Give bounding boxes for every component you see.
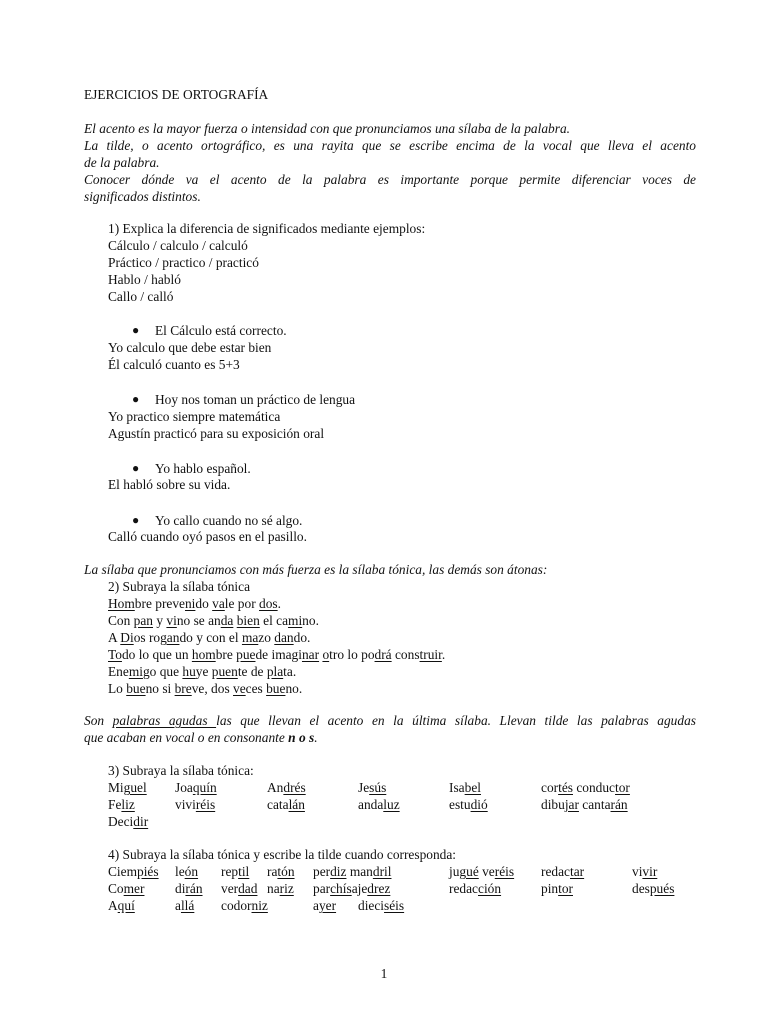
example-line: Yo practico siempre matemática xyxy=(108,409,281,424)
tonic-syllable: pue xyxy=(236,647,256,662)
word-cell xyxy=(313,881,390,897)
text-segment: de imagi xyxy=(255,647,302,662)
tonic-syllable: guel xyxy=(123,780,147,795)
tonic-syllable: pla xyxy=(266,664,284,679)
intro-line: La tilde, o acento ortográfico, es una rayita que se escribe encima de la vocal que lleva el acento xyxy=(84,138,696,153)
tonic-syllable: ón xyxy=(184,864,199,879)
text-segment: man xyxy=(346,864,373,879)
sentence-line xyxy=(108,681,302,697)
text-segment: el ca xyxy=(259,613,289,628)
text-segment: Mi xyxy=(108,780,124,795)
text-segment: An xyxy=(267,780,284,795)
tonic-syllable: bue xyxy=(126,681,146,696)
tonic-syllable: sús xyxy=(369,780,387,795)
tonic-syllable: tón xyxy=(277,864,295,879)
sentence-line xyxy=(108,596,281,612)
intro-line: significados distintos. xyxy=(84,189,201,204)
text-segment: rep xyxy=(221,864,239,879)
tonic-syllable: jar xyxy=(564,797,579,812)
text-segment: Deci xyxy=(108,814,134,829)
word-cell xyxy=(175,898,194,914)
tonic-syllable: bre xyxy=(174,681,192,696)
tonic-syllable: tés xyxy=(558,780,573,795)
tonic-syllable: drá xyxy=(374,647,392,662)
tonic-syllable: ve xyxy=(233,681,246,696)
tonic-syllable: dos xyxy=(259,596,278,611)
word-cell xyxy=(108,814,148,830)
text-segment: Con xyxy=(108,613,134,628)
text-segment: ve xyxy=(478,864,495,879)
tonic-syllable: rán xyxy=(610,797,628,812)
word-cell xyxy=(267,881,294,897)
word-cell xyxy=(221,864,249,880)
text-segment: go que xyxy=(142,664,183,679)
tonic-syllable: tor xyxy=(558,881,573,896)
word-cell xyxy=(175,864,198,880)
text-segment: ju xyxy=(449,864,460,879)
word-cell xyxy=(632,864,657,880)
tonic-syllable: gué xyxy=(459,864,479,879)
text-segment: pin xyxy=(541,881,559,896)
word-cell xyxy=(267,797,305,813)
word-cell xyxy=(108,898,135,914)
tonic-syllable: vi xyxy=(166,613,177,628)
text-segment: a xyxy=(313,898,319,913)
text-segment: Co xyxy=(108,881,124,896)
tonic-syllable: Hom xyxy=(108,596,135,611)
text-segment: y xyxy=(153,613,167,628)
text-segment: le por xyxy=(224,596,260,611)
tonic-syllable: ción xyxy=(478,881,502,896)
text-segment: le xyxy=(175,864,185,879)
tonic-syllable: tar xyxy=(570,864,585,879)
word-cell xyxy=(449,780,481,796)
exercise-1-heading: 1) Explica la diferencia de significados mediante ejemplos: xyxy=(108,221,426,236)
word-cell xyxy=(541,881,573,897)
tonic-syllable: nar xyxy=(301,647,320,662)
text-segment: Je xyxy=(358,780,370,795)
tonic-syllable: ni xyxy=(184,596,196,611)
tonic-syllable: dan xyxy=(274,630,294,645)
word-pair: Práctico / practico / practicó xyxy=(108,255,259,270)
sentence-line xyxy=(108,647,445,663)
word-cell xyxy=(108,864,159,880)
sentence-line xyxy=(108,630,310,646)
word-cell xyxy=(267,780,306,796)
text-segment: ta. xyxy=(283,664,297,679)
text-segment: cor xyxy=(541,780,559,795)
text-segment: di xyxy=(175,881,186,896)
example-line: Agustín practicó para su exposición oral xyxy=(108,426,325,441)
example-bullet: Yo hablo español. xyxy=(155,461,251,476)
example-bullet: Yo callo cuando no sé algo. xyxy=(155,513,303,528)
tonic-syllable: bel xyxy=(464,780,481,795)
text-segment: bre xyxy=(215,647,237,662)
sentence-line xyxy=(108,613,319,629)
exercise-4-heading: 4) Subraya la sílaba tónica y escribe la tilde cuando corresponda: xyxy=(108,847,457,862)
tonic-syllable: bue xyxy=(266,681,286,696)
example-line: Yo calculo que debe estar bien xyxy=(108,340,272,355)
tonic-syllable: quí xyxy=(117,898,135,913)
word-cell xyxy=(108,881,144,897)
text-segment: . xyxy=(441,647,446,662)
intro-line: El acento es la mayor fuerza o intensidad con que pronunciamos una sílaba de la palabra. xyxy=(84,121,570,136)
bullet-icon: ● xyxy=(132,513,140,527)
tonic-syllable: dril xyxy=(372,864,392,879)
text-segment: na xyxy=(267,881,280,896)
tonic-syllable: chís xyxy=(330,881,352,896)
tonic-syllable: réis xyxy=(195,797,216,812)
text-segment: no si xyxy=(145,681,175,696)
text-segment: no se an xyxy=(176,613,221,628)
text-segment: a xyxy=(175,898,181,913)
text-segment: ra xyxy=(267,864,278,879)
text-segment: no. xyxy=(285,681,303,696)
tonic-syllable: To xyxy=(108,647,122,662)
text-segment: Joa xyxy=(175,780,193,795)
example-bullet: El Cálculo está correcto. xyxy=(155,323,287,338)
text-segment: do. xyxy=(293,630,311,645)
tonic-syllable: quín xyxy=(192,780,217,795)
tonic-syllable: o xyxy=(322,647,330,662)
word-cell xyxy=(632,881,674,897)
word-cell xyxy=(221,898,268,914)
text-segment: estu xyxy=(449,797,471,812)
tonic-syllable: hom xyxy=(191,647,216,662)
tonic-syllable: réis xyxy=(494,864,515,879)
text-segment: bre preve xyxy=(134,596,185,611)
word-cell xyxy=(449,797,488,813)
word-cell xyxy=(108,797,135,813)
bullet-icon: ● xyxy=(132,392,140,406)
text-segment: dieci xyxy=(358,898,385,913)
tonic-syllable: séis xyxy=(384,898,405,913)
tonic-syllable: piés xyxy=(137,864,159,879)
word-cell xyxy=(313,864,391,880)
text-segment: codor xyxy=(221,898,252,913)
bullet-icon: ● xyxy=(132,323,140,337)
tonic-syllable: truir xyxy=(419,647,442,662)
text-segment: . xyxy=(277,596,281,611)
example-line: El habló sobre su vida. xyxy=(108,477,231,492)
tonic-syllable: diz xyxy=(330,864,347,879)
tonic-syllable: dir xyxy=(133,814,149,829)
text-segment: cata xyxy=(267,797,289,812)
agudas-term: palabras agudas xyxy=(112,713,217,728)
text-segment: des xyxy=(632,881,650,896)
word-cell xyxy=(358,780,386,796)
text-segment: ve, dos xyxy=(191,681,234,696)
agudas-rule: Son palabras agudas las que llevan el acento en la última sílaba. Llevan tilde las palabras agudas xyxy=(84,713,696,728)
word-pair: Hablo / habló xyxy=(108,272,181,287)
word-cell xyxy=(541,864,584,880)
word-pair: Callo / calló xyxy=(108,289,174,304)
word-cell xyxy=(175,881,203,897)
tonic-syllable: drez xyxy=(367,881,391,896)
word-cell xyxy=(449,881,501,897)
text-segment: do lo que un xyxy=(121,647,192,662)
word-cell xyxy=(313,898,336,914)
tonic-syllable: niz xyxy=(251,898,268,913)
page-number: 1 xyxy=(380,966,388,981)
tonic-syllable: riz xyxy=(279,881,294,896)
tonic-syllable: luz xyxy=(383,797,400,812)
example-bullet: Hoy nos toman un práctico de lengua xyxy=(155,392,356,407)
word-cell xyxy=(358,898,404,914)
intro-line: Conocer dónde va el acento de la palabra es importante porque permite diferenciar voces de xyxy=(84,172,696,187)
text-segment: vivi xyxy=(175,797,196,812)
text-segment: anda xyxy=(358,797,384,812)
text-segment: conduc xyxy=(572,780,616,795)
intro-line: de la palabra. xyxy=(84,155,160,170)
text-segment: cons xyxy=(391,647,420,662)
text-segment: Fe xyxy=(108,797,122,812)
word-cell xyxy=(221,881,257,897)
tonic-syllable: til xyxy=(238,864,250,879)
tonic-syllable: vir xyxy=(642,864,658,879)
exercise-2-heading: 2) Subraya la sílaba tónica xyxy=(108,579,251,594)
text-segment: redac xyxy=(541,864,570,879)
word-cell xyxy=(358,797,400,813)
word-pair: Cálculo / calculo / calculó xyxy=(108,238,248,253)
tonic-syllable: da xyxy=(220,613,234,628)
text-segment: do xyxy=(195,596,213,611)
word-cell xyxy=(541,780,630,796)
tonic-syllable: puen xyxy=(211,664,238,679)
tonic-syllable: yer xyxy=(318,898,337,913)
text-segment: A xyxy=(108,898,118,913)
text-segment: dibu xyxy=(541,797,565,812)
tonic-syllable: mi xyxy=(288,613,303,628)
text-segment: Ene xyxy=(108,664,129,679)
text-segment: aje xyxy=(351,881,368,896)
text-segment: Isa xyxy=(449,780,465,795)
tonic-syllable: dió xyxy=(470,797,488,812)
text-segment: ver xyxy=(221,881,239,896)
example-line: Calló cuando oyó pasos en el pasillo. xyxy=(108,529,307,544)
text-segment: par xyxy=(313,881,331,896)
example-line: Él calculó cuanto es 5+3 xyxy=(108,357,240,372)
tonic-syllable: tor xyxy=(615,780,630,795)
text-segment: Ciem xyxy=(108,864,138,879)
tonic-syllable: rán xyxy=(185,881,203,896)
tonic-syllable: mer xyxy=(123,881,145,896)
text-segment: per xyxy=(313,864,331,879)
word-cell xyxy=(175,780,217,796)
tonic-syllable: va xyxy=(212,596,225,611)
text-segment: A xyxy=(108,630,121,645)
text-segment: do y con el xyxy=(179,630,242,645)
tonic-syllable: ma xyxy=(241,630,259,645)
tonic-syllable: pan xyxy=(133,613,154,628)
page-title: EJERCICIOS DE ORTOGRAFÍA xyxy=(84,87,269,102)
agudas-rule: que acaban en vocal o en consonante n o s. xyxy=(84,730,318,745)
text-segment: no. xyxy=(302,613,319,628)
exercise-3-heading: 3) Subraya la sílaba tónica: xyxy=(108,763,254,778)
text-segment: tro lo po xyxy=(329,647,375,662)
text-segment: ces xyxy=(245,681,267,696)
text-segment: ye xyxy=(195,664,212,679)
text-segment: te de xyxy=(237,664,267,679)
word-cell xyxy=(108,780,147,796)
sentence-line xyxy=(108,664,296,680)
text-segment: os ro xyxy=(133,630,161,645)
tonic-syllable: bien xyxy=(236,613,260,628)
tonic-note: La sílaba que pronunciamos con más fuerza es la sílaba tónica, las demás son átonas: xyxy=(84,562,548,577)
word-cell xyxy=(267,864,295,880)
tonic-syllable: lán xyxy=(288,797,305,812)
tonic-syllable: dad xyxy=(238,881,258,896)
text-segment: canta xyxy=(578,797,611,812)
agudas-letters: n o s xyxy=(288,730,315,745)
bullet-icon: ● xyxy=(132,461,140,475)
word-cell xyxy=(175,797,215,813)
text-segment: redac xyxy=(449,881,478,896)
tonic-syllable: liz xyxy=(121,797,135,812)
tonic-syllable: Di xyxy=(120,630,134,645)
tonic-syllable: hu xyxy=(182,664,196,679)
text-segment: zo xyxy=(258,630,275,645)
text-segment: vi xyxy=(632,864,643,879)
tonic-syllable: drés xyxy=(283,780,306,795)
word-cell xyxy=(449,864,514,880)
tonic-syllable: gan xyxy=(160,630,180,645)
tonic-syllable: pués xyxy=(649,881,675,896)
tonic-syllable: llá xyxy=(180,898,195,913)
word-cell xyxy=(541,797,628,813)
text-segment: Lo xyxy=(108,681,127,696)
tonic-syllable: mi xyxy=(128,664,143,679)
